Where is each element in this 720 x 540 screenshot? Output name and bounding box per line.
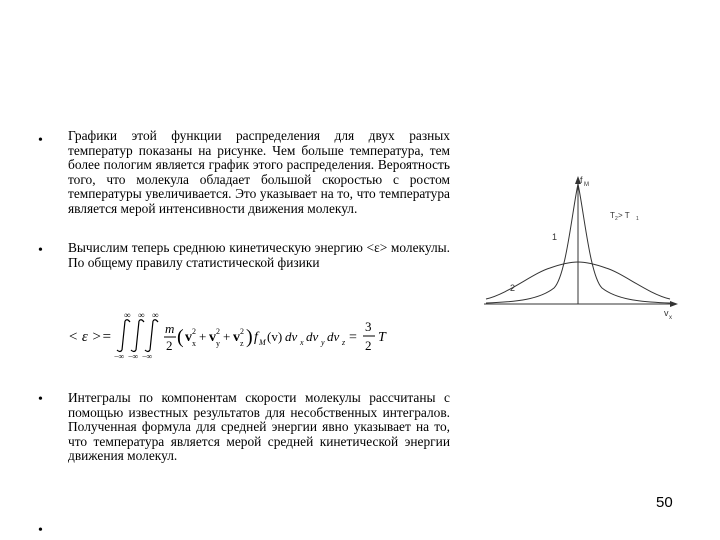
formula-f: f xyxy=(254,330,258,345)
legend-t2: T xyxy=(610,211,615,220)
formula-vy: v xyxy=(209,330,216,345)
formula-f-sub: M xyxy=(259,338,266,347)
formula-dvx-sub: x xyxy=(300,338,304,347)
legend-relation: > T xyxy=(618,211,630,220)
x-axis-label-sub: x xyxy=(669,315,672,321)
bullet-3: • xyxy=(38,392,43,407)
formula-vx-sub: x xyxy=(192,339,196,348)
formula-mass: m xyxy=(165,321,175,336)
paragraph-distribution: Графики этой функции распределения для двух разных температур показаны на рисунке. Чем больше температура, тем более пологим является график этого распределения. Вероятность того, что молекула обладает большой скоростью с ростом температуры увеличивается. Это указывает на то, что температура является мерой интенсивности движения молекул. xyxy=(68,128,450,216)
formula-vz-sub: z xyxy=(240,339,244,348)
formula-paren-open: ( xyxy=(177,326,184,348)
paragraph-mean-energy: Вычислим теперь среднюю кинетическую энергию <ε> молекулы. По общему правилу статистической физики xyxy=(68,240,450,270)
formula-dvx: dv xyxy=(285,329,298,344)
integral-lower-1: −∞ xyxy=(114,352,125,360)
bullet-4: • xyxy=(38,523,43,538)
formula-paren-close: ) xyxy=(246,326,253,348)
formula-lhs: < ε >= xyxy=(68,329,112,345)
formula-rhs-var: T xyxy=(378,330,386,345)
formula-rhs-num: 3 xyxy=(365,319,372,334)
integral-upper-2: ∞ xyxy=(138,310,145,320)
formula-vz-sq: 2 xyxy=(240,327,244,336)
x-axis-label: v xyxy=(664,308,669,318)
formula-vy-sq: 2 xyxy=(216,327,220,336)
integral-lower-3: −∞ xyxy=(142,352,153,360)
formula-arg: (v) xyxy=(267,329,283,344)
page-number: 50 xyxy=(656,494,673,511)
formula-vx: v xyxy=(185,330,192,345)
y-axis-label: f xyxy=(580,175,583,185)
formula-dvy-sub: y xyxy=(321,338,325,347)
formula-equals: = xyxy=(349,330,357,345)
legend-t1-sub: 1 xyxy=(636,216,639,222)
integral-upper-1: ∞ xyxy=(124,310,131,320)
mean-energy-formula xyxy=(64,310,394,360)
formula-vx-sq: 2 xyxy=(192,327,196,336)
integral-sign-2 xyxy=(131,320,144,352)
formula-plus-1: + xyxy=(199,329,207,344)
formula-frac-den: 2 xyxy=(166,338,173,353)
formula-dvz: dv xyxy=(327,329,340,344)
bullet-2: • xyxy=(38,243,43,258)
formula-plus-2: + xyxy=(223,329,231,344)
integral-sign-1 xyxy=(117,320,130,352)
paragraph-integrals: Интегралы по компонентам скорости молекулы рассчитаны с помощью известных результатов для несобственных интегралов. Полученная формула для средней энергии явно указывает на то, что температура является мерой средней кинетической энергии движения молекул. xyxy=(68,390,450,464)
formula-vz: v xyxy=(233,330,240,345)
bullet-1: • xyxy=(38,133,43,148)
curve-2-label: 2 xyxy=(510,283,516,293)
curve-1-label: 1 xyxy=(552,232,558,242)
legend-t2-sub: 2 xyxy=(615,216,618,222)
y-axis-label-sub: M xyxy=(584,182,589,188)
integral-lower-2: −∞ xyxy=(128,352,139,360)
maxwell-distribution-graph xyxy=(478,172,686,328)
x-axis-arrow xyxy=(670,301,678,307)
integral-sign-3 xyxy=(145,320,158,352)
formula-dvz-sub: z xyxy=(342,338,346,347)
formula-rhs-den: 2 xyxy=(365,338,372,353)
formula-vy-sub: y xyxy=(216,339,220,348)
formula-dvy: dv xyxy=(306,329,319,344)
integral-upper-3: ∞ xyxy=(152,310,159,320)
